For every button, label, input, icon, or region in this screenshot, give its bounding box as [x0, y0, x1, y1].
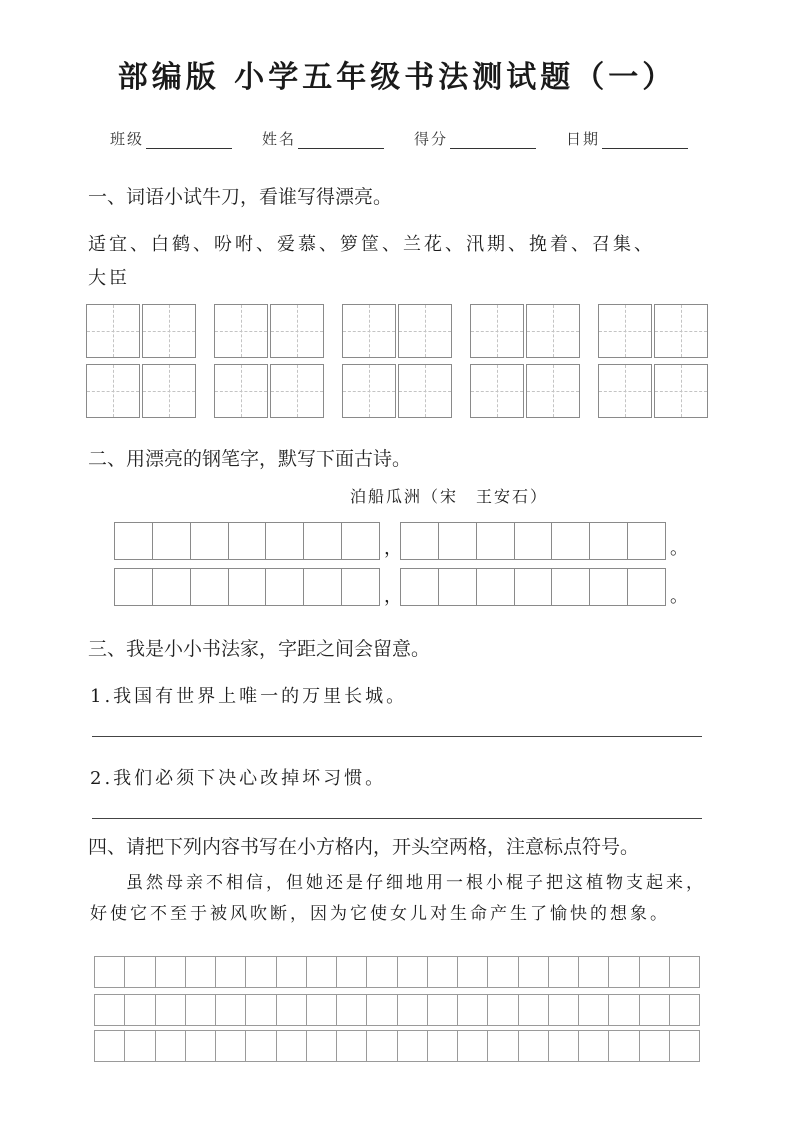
- grid-cell[interactable]: [95, 1031, 125, 1061]
- grid-cell[interactable]: [458, 1031, 488, 1061]
- grid-cell[interactable]: [229, 569, 267, 605]
- grid-cell[interactable]: [579, 995, 609, 1025]
- tianzige-box[interactable]: [270, 304, 324, 358]
- tianzige-box[interactable]: [214, 364, 268, 418]
- grid-cell[interactable]: [337, 957, 367, 987]
- class-field[interactable]: [110, 128, 232, 149]
- grid-cell[interactable]: [342, 523, 379, 559]
- poem-line2-second-half[interactable]: [400, 568, 666, 606]
- grid-cell[interactable]: [307, 995, 337, 1025]
- grid-cell[interactable]: [590, 523, 628, 559]
- grid-cell[interactable]: [367, 995, 397, 1025]
- grid-cell[interactable]: [488, 995, 518, 1025]
- section2-heading: 二、用漂亮的钢笔字，默写下面古诗。: [88, 448, 412, 470]
- poem-line1-first-half[interactable]: [114, 522, 380, 560]
- grid-cell[interactable]: [670, 995, 699, 1025]
- grid-cell[interactable]: [552, 569, 590, 605]
- grid-cell[interactable]: [670, 957, 699, 987]
- word-list: [88, 228, 728, 296]
- sentence-1: 1.我国有世界上唯一的万里长城。: [90, 686, 408, 707]
- grid-cell[interactable]: [307, 957, 337, 987]
- grid-cell[interactable]: [304, 569, 342, 605]
- grid-cell[interactable]: [401, 569, 439, 605]
- grid-cell[interactable]: [367, 957, 397, 987]
- page-title: 部编版 小学五年级书法测试题（一）: [117, 60, 677, 95]
- grid-cell[interactable]: [401, 523, 439, 559]
- writing-grid-row-1[interactable]: [94, 956, 700, 988]
- grid-cell[interactable]: [428, 1031, 458, 1061]
- tianzige-box[interactable]: [526, 304, 580, 358]
- grid-cell[interactable]: [477, 569, 515, 605]
- grid-cell[interactable]: [398, 1031, 428, 1061]
- grid-cell[interactable]: [640, 957, 670, 987]
- grid-cell[interactable]: [246, 995, 276, 1025]
- grid-cell[interactable]: [277, 957, 307, 987]
- grid-cell[interactable]: [216, 995, 246, 1025]
- grid-cell[interactable]: [342, 569, 379, 605]
- tianzige-box[interactable]: [214, 304, 268, 358]
- date-label: 日期: [566, 130, 601, 148]
- period-mark: 。: [670, 586, 688, 607]
- grid-cell[interactable]: [670, 1031, 699, 1061]
- date-blank[interactable]: [602, 134, 688, 149]
- grid-cell[interactable]: [477, 523, 515, 559]
- grid-cell[interactable]: [307, 1031, 337, 1061]
- grid-cell[interactable]: [428, 995, 458, 1025]
- grid-cell[interactable]: [125, 1031, 155, 1061]
- grid-cell[interactable]: [515, 569, 553, 605]
- grid-cell[interactable]: [153, 569, 191, 605]
- name-blank[interactable]: [298, 134, 384, 149]
- word-list-line2: 大臣: [88, 268, 130, 289]
- grid-cell[interactable]: [216, 957, 246, 987]
- grid-cell[interactable]: [156, 957, 186, 987]
- grid-cell[interactable]: [337, 995, 367, 1025]
- grid-cell[interactable]: [304, 523, 342, 559]
- grid-cell[interactable]: [115, 569, 153, 605]
- writing-grid-row-3[interactable]: [94, 1030, 700, 1062]
- grid-cell[interactable]: [156, 1031, 186, 1061]
- grid-cell[interactable]: [640, 995, 670, 1025]
- section3-heading: 三、我是小小书法家，字距之间会留意。: [88, 638, 431, 660]
- grid-cell[interactable]: [549, 1031, 579, 1061]
- score-label: 得分: [414, 130, 449, 148]
- grid-cell[interactable]: [367, 1031, 397, 1061]
- tianzige-box[interactable]: [86, 304, 140, 358]
- tianzige-box[interactable]: [470, 364, 524, 418]
- tianzige-box[interactable]: [598, 304, 652, 358]
- grid-cell[interactable]: [609, 995, 639, 1025]
- grid-cell[interactable]: [609, 957, 639, 987]
- tianzige-box[interactable]: [342, 304, 396, 358]
- grid-cell[interactable]: [579, 1031, 609, 1061]
- grid-cell[interactable]: [628, 569, 665, 605]
- grid-cell[interactable]: [515, 523, 553, 559]
- comma-mark: ，: [384, 586, 402, 607]
- grid-cell[interactable]: [186, 1031, 216, 1061]
- grid-cell[interactable]: [337, 1031, 367, 1061]
- section1-heading: 一、词语小试牛刀，看谁写得漂亮。: [88, 186, 393, 208]
- grid-cell[interactable]: [191, 523, 229, 559]
- writing-line-1[interactable]: [92, 736, 702, 737]
- grid-cell[interactable]: [277, 995, 307, 1025]
- grid-cell[interactable]: [549, 995, 579, 1025]
- poem-title: 泊船瓜洲（宋 王安石）: [350, 487, 549, 506]
- grid-cell[interactable]: [156, 995, 186, 1025]
- grid-cell[interactable]: [191, 569, 229, 605]
- grid-cell[interactable]: [628, 523, 665, 559]
- grid-cell[interactable]: [153, 523, 191, 559]
- grid-cell[interactable]: [277, 1031, 307, 1061]
- grid-cell[interactable]: [95, 957, 125, 987]
- grid-cell[interactable]: [549, 957, 579, 987]
- tianzige-box[interactable]: [142, 304, 196, 358]
- writing-grid-row-2[interactable]: [94, 994, 700, 1026]
- word-list-line1: 适宜、白鹤、吩咐、爱慕、箩筐、兰花、汛期、挽着、召集、: [88, 234, 655, 255]
- grid-cell[interactable]: [186, 957, 216, 987]
- grid-cell[interactable]: [428, 957, 458, 987]
- tianzige-box[interactable]: [86, 364, 140, 418]
- grid-cell[interactable]: [458, 957, 488, 987]
- tianzige-box[interactable]: [398, 304, 452, 358]
- passage-text: 虽然母亲不相信，但她还是仔细地用一根小棍子把这植物支起来，好使它不至于被风吹断，因为它使女儿对生命产生了愉快的想象。: [90, 873, 706, 924]
- grid-cell[interactable]: [519, 1031, 549, 1061]
- grid-cell[interactable]: [488, 957, 518, 987]
- tianzige-box[interactable]: [654, 364, 708, 418]
- grid-cell[interactable]: [216, 1031, 246, 1061]
- sentence-2: 2.我们必须下决心改掉坏习惯。: [90, 768, 387, 789]
- score-field[interactable]: [414, 128, 536, 149]
- writing-line-2[interactable]: [92, 818, 702, 819]
- tianzige-box[interactable]: [398, 364, 452, 418]
- poem-line2-first-half[interactable]: [114, 568, 380, 606]
- grid-cell[interactable]: [246, 957, 276, 987]
- grid-cell[interactable]: [488, 1031, 518, 1061]
- grid-cell[interactable]: [519, 957, 549, 987]
- grid-cell[interactable]: [439, 569, 477, 605]
- grid-cell[interactable]: [229, 523, 267, 559]
- tianzige-box[interactable]: [142, 364, 196, 418]
- grid-cell[interactable]: [458, 995, 488, 1025]
- grid-cell[interactable]: [590, 569, 628, 605]
- grid-cell[interactable]: [266, 569, 304, 605]
- grid-cell[interactable]: [125, 957, 155, 987]
- comma-mark: ，: [384, 538, 402, 559]
- tianzige-box[interactable]: [526, 364, 580, 418]
- class-blank[interactable]: [146, 134, 232, 149]
- poem-line1-second-half[interactable]: [400, 522, 666, 560]
- date-field[interactable]: [566, 128, 688, 149]
- grid-cell[interactable]: [398, 957, 428, 987]
- name-label: 姓名: [262, 130, 297, 148]
- grid-cell[interactable]: [640, 1031, 670, 1061]
- period-mark: 。: [670, 538, 688, 559]
- section4-heading: 四、请把下列内容书写在小方格内，开头空两格，注意标点符号。: [88, 836, 640, 858]
- grid-cell[interactable]: [609, 1031, 639, 1061]
- tianzige-box[interactable]: [270, 364, 324, 418]
- tianzige-box[interactable]: [470, 304, 524, 358]
- tianzige-box[interactable]: [598, 364, 652, 418]
- tianzige-box[interactable]: [654, 304, 708, 358]
- tianzige-box[interactable]: [342, 364, 396, 418]
- grid-cell[interactable]: [95, 995, 125, 1025]
- grid-cell[interactable]: [519, 995, 549, 1025]
- score-blank[interactable]: [450, 134, 536, 149]
- grid-cell[interactable]: [579, 957, 609, 987]
- class-label: 班级: [110, 130, 145, 148]
- grid-cell[interactable]: [246, 1031, 276, 1061]
- grid-cell[interactable]: [398, 995, 428, 1025]
- grid-cell[interactable]: [266, 523, 304, 559]
- grid-cell[interactable]: [552, 523, 590, 559]
- grid-cell[interactable]: [439, 523, 477, 559]
- name-field[interactable]: [262, 128, 384, 149]
- grid-cell[interactable]: [125, 995, 155, 1025]
- grid-cell[interactable]: [115, 523, 153, 559]
- grid-cell[interactable]: [186, 995, 216, 1025]
